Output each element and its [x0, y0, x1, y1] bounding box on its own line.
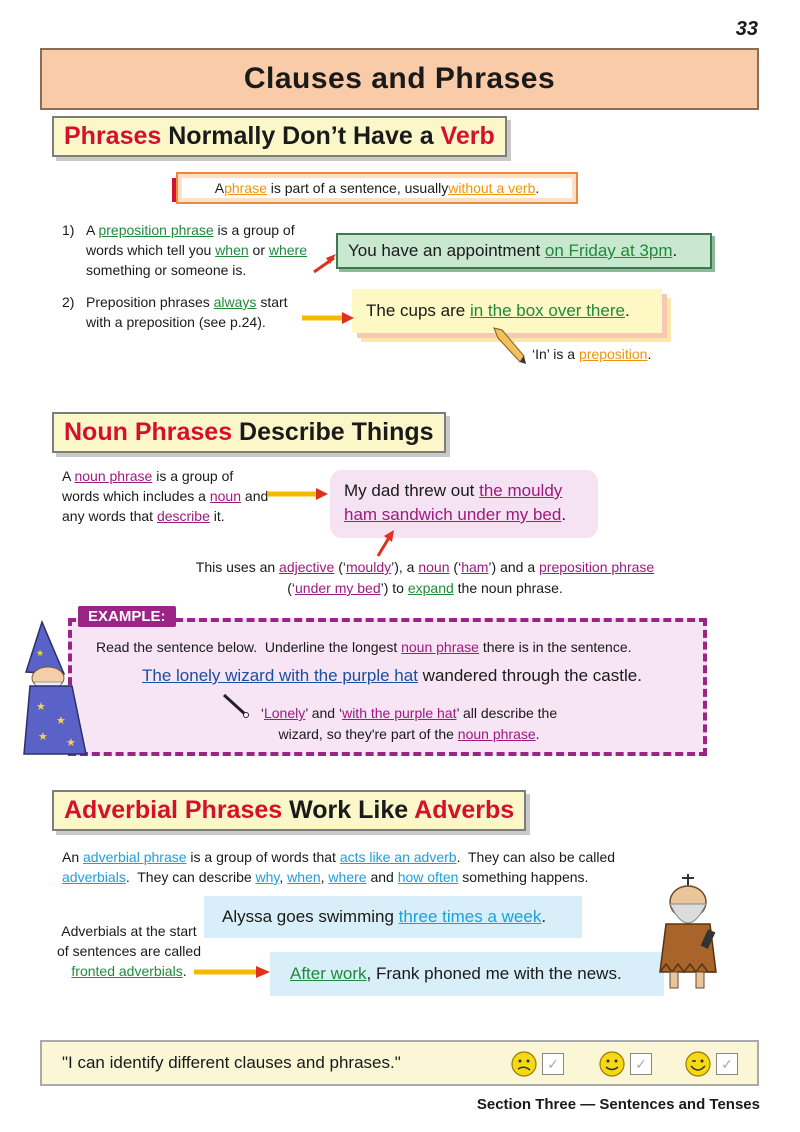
svg-text:★: ★ [36, 701, 46, 713]
preposition-note [532, 346, 651, 362]
arrow-icon [266, 486, 330, 502]
text: (‘ [334, 559, 346, 575]
rating-okay[interactable] [598, 1050, 652, 1078]
term-where: where [328, 869, 367, 885]
definition-text: is part of a sentence, usually [270, 180, 449, 196]
page-footer: Section Three — Sentences and Tenses [476, 1096, 760, 1113]
example-preposition-phrase: on Friday at 3pm [544, 241, 673, 260]
noun-phrase-definition [62, 466, 272, 526]
text: ’ and ‘ [305, 705, 343, 721]
tick-box[interactable]: ✓ [542, 1053, 564, 1075]
term-why: why [255, 869, 280, 885]
example-label: EXAMPLE: [78, 606, 176, 627]
unsure-face-icon [510, 1050, 538, 1078]
example-preposition-phrase: in the box over there [469, 301, 625, 320]
arrow-icon [192, 964, 272, 980]
term-ham: ham [461, 559, 489, 575]
text: and [366, 869, 398, 885]
term-when: when [287, 869, 321, 885]
section-heading-phrases [52, 116, 507, 157]
term-noun: noun [418, 559, 450, 575]
text: start with a preposition (see p.24). [86, 294, 288, 330]
heading-verb-keyword: Verb [440, 122, 495, 150]
text: ’), a [391, 559, 419, 575]
tick-box[interactable]: ✓ [716, 1053, 738, 1075]
heading-adverbs-keyword: Adverbs [414, 796, 515, 824]
arrow-icon [300, 310, 356, 326]
example-adverbial: three times a week [398, 907, 542, 926]
example-fronted-adverbial-box [270, 952, 664, 996]
svg-text:★: ★ [56, 715, 66, 727]
term-noun: noun [209, 488, 242, 504]
page-number: 33 [735, 18, 758, 40]
heading-noun-text: Describe Things [232, 418, 434, 446]
term-when: when [215, 242, 249, 258]
section-heading-noun-phrases [52, 412, 446, 453]
rating-unsure[interactable] [510, 1050, 564, 1078]
text: Read the sentence below. Underline the longest [96, 639, 402, 655]
text: An [62, 849, 84, 865]
example-adverbial-box [204, 896, 582, 938]
text: . [624, 301, 630, 320]
example-longest-noun-phrase: The lonely wizard with the purple hat [142, 666, 418, 685]
text: . [672, 241, 678, 260]
text: Adverbials at the start of sentences are called [57, 923, 201, 959]
term-how-often: how often [397, 869, 459, 885]
text: is a group of words that [186, 849, 340, 865]
term-under-my-bed: under my bed [295, 580, 381, 596]
text: is a group of words which includes a [62, 468, 234, 504]
wink-face-icon [684, 1050, 712, 1078]
page-title: Clauses and Phrases [40, 48, 759, 110]
example-noun-phrase: the mouldy ham sandwich under my bed [344, 481, 563, 524]
term-mouldy: mouldy [345, 559, 392, 575]
text: (‘ [449, 559, 462, 575]
term-preposition: preposition [578, 346, 648, 362]
text: . They can also be called [456, 849, 619, 865]
text: is a group of words which tell you [86, 222, 295, 258]
text: , [279, 869, 288, 885]
example-instruction [96, 639, 632, 655]
point-2-number: 2) [62, 294, 75, 310]
text: ’) to [380, 580, 408, 596]
term-adverbial-phrase: adverbial phrase [83, 849, 187, 865]
text: A [86, 222, 99, 238]
heading-adverbial-keyword: Adverbial Phrases [64, 796, 283, 824]
pencil-icon [492, 326, 528, 366]
term-expand: expand [407, 580, 454, 596]
text: something or someone is. [86, 262, 247, 278]
text: ’ all describe the wizard, so they're part of the [278, 705, 558, 742]
text: and any words that [62, 488, 269, 524]
smile-face-icon [598, 1050, 626, 1078]
example-appointment-box [336, 233, 712, 269]
wizard-icon [20, 620, 104, 760]
text: there is in the sentence. [478, 639, 632, 655]
example-note [244, 703, 574, 745]
heading-adverbial-text: Work Like [282, 796, 415, 824]
text: . [541, 907, 547, 926]
tick-box[interactable]: ✓ [630, 1053, 652, 1075]
text: Alyssa goes swimming [222, 907, 399, 926]
self-assessment-statement: "I can identify different clauses and phrases." [62, 1053, 401, 1072]
text: ’) and a [488, 559, 540, 575]
term-fronted-adverbials: fronted adverbials [71, 963, 183, 979]
point-1-number: 1) [62, 222, 75, 238]
definition-term-without-verb: without a verb [448, 180, 536, 196]
text: You have an appointment [348, 241, 545, 260]
text: the noun phrase. [453, 580, 563, 596]
definition-text: A [214, 180, 225, 196]
text: ‘In’ is a [532, 346, 579, 362]
text: it. [209, 508, 225, 524]
heading-phrases-text: Normally Don’t Have a [161, 122, 441, 150]
self-assessment-box [40, 1040, 759, 1086]
text: The cups are [366, 301, 470, 320]
term-noun-phrase: noun phrase [401, 639, 479, 655]
point-1-text [86, 220, 316, 280]
text: . They can describe [125, 869, 256, 885]
term-where: where [268, 242, 308, 258]
term-acts-like-an-adverb: acts like an adverb [339, 849, 457, 865]
definition-text: . [535, 180, 540, 196]
term-lonely: Lonely [263, 705, 306, 721]
term-preposition-phrase: preposition phrase [539, 559, 655, 575]
text: wandered through the castle. [417, 666, 642, 685]
text: (‘ [287, 580, 295, 596]
caveman-icon [652, 872, 724, 992]
rating-confident[interactable] [684, 1050, 738, 1078]
term-noun-phrase: noun phrase [457, 726, 536, 742]
text: , Frank phoned me with the news. [366, 964, 622, 983]
arrow-icon [374, 528, 398, 558]
text: ‘ [260, 705, 264, 721]
adverbial-definition [62, 847, 682, 887]
section-heading-adverbial-phrases [52, 790, 526, 831]
term-adverbials: adverbials [62, 869, 126, 885]
text: . [647, 346, 652, 362]
fronted-adverbials-note [56, 921, 202, 981]
example-sentence [142, 666, 642, 686]
text: something happens. [458, 869, 589, 885]
svg-text:★: ★ [36, 648, 45, 658]
point-2-text [86, 292, 312, 332]
phrase-definition-box [176, 172, 578, 204]
text: . [561, 505, 567, 524]
term-always: always [213, 294, 257, 310]
heading-noun-keyword: Noun Phrases [64, 418, 233, 446]
text: . [182, 963, 187, 979]
heading-phrases-keyword: Phrases [64, 122, 162, 150]
example-fronted-adverbial: After work [290, 964, 367, 983]
text: or [248, 242, 269, 258]
text: Preposition phrases [86, 294, 214, 310]
term-with-the-purple-hat: with the purple hat [342, 705, 457, 721]
example-noun-phrase-box [330, 470, 598, 538]
definition-term-phrase: phrase [224, 180, 267, 196]
text: . [535, 726, 540, 742]
text: This uses an [195, 559, 280, 575]
svg-text:★: ★ [66, 737, 76, 749]
text: , [320, 869, 329, 885]
text: My dad threw out [344, 481, 480, 500]
arrow-icon [312, 252, 340, 276]
term-noun-phrase: noun phrase [74, 468, 153, 484]
term-preposition-phrase: preposition phrase [98, 222, 214, 238]
noun-phrase-note [190, 557, 660, 599]
text: A [62, 468, 75, 484]
svg-text:★: ★ [38, 731, 48, 743]
term-describe: describe [156, 508, 210, 524]
term-adjective: adjective [279, 559, 335, 575]
